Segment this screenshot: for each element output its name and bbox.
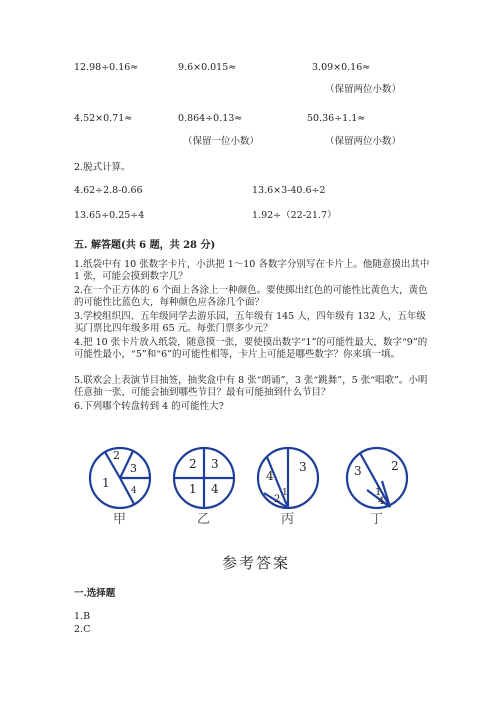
estimate-item: 9.6×0.015≈ [178,62,237,73]
answers-title: 参考答案 [222,554,291,572]
spinner-jia [90,448,150,508]
spinner-ding [347,448,407,508]
spinner-label: 2 [189,457,197,471]
spinner-name: 丁 [370,512,384,527]
step-calc-item: 4.62÷2.8-0.66 [74,185,143,196]
spinner-label: 3 [211,457,219,471]
estimate-item: 3.09×0.16≈ [312,62,371,73]
spinner-label: 1 [282,488,288,498]
spinner-label: 2 [391,459,399,473]
spinner-label: 4 [211,482,219,496]
spinner-label: 4 [131,486,137,496]
spinner-yi [174,448,234,508]
problem-text: 2.在一个正方体的 6 个面上各涂上一种颜色。要使掷出红色的可能性比黄色大，黄色的可能性比蓝色大，每种颜色应各涂几个面？ [74,285,428,308]
problem-text: 6.下列哪个转盘转到 4 的可能性大? [74,401,224,412]
spinner-name: 甲 [113,512,127,527]
answer-item: 2.C [74,624,91,635]
answers-section-heading: 一.选择题 [74,588,116,599]
estimate-item: 4.52×0.71≈ [74,113,133,124]
problem-text: 5.联欢会上表演节目抽签，抽奖盒中有 8 张“朗诵”，3 张“跳舞”，5 张“唱歌”。小明任意抽一张，可能会抽到哪些节目？最有可能抽到什么节目？ [74,375,428,398]
spinner-label: 3 [354,464,362,478]
spinner-label: 2 [274,494,281,505]
problem-text: 4.把 10 张卡片放入纸袋，随意摸一张，要使摸出数字“1”的可能性最大，数字“9”的可能性最小，“5”和“6”的可能性相等，卡片上可能是哪些数字？你来填一填。 [74,337,428,360]
estimate-item: 0.864÷0.13≈ [178,113,243,124]
problem-text: 1.纸袋中有 10 张数字卡片，小洪把 1～10 各数字分别写在卡片上。他随意摸出其中 1 张，可能会摸到数字几？ [74,259,430,282]
step-calc-item: 13.65÷0.25÷4 [74,210,145,221]
answer-item: 1.B [74,611,91,622]
estimate-item: 50.36÷1.1≈ [307,113,366,124]
spinner-label: 2 [113,449,120,462]
section-heading: 五. 解答题(共 6 题，共 28 分) [74,240,216,251]
rounding-note: （保留一位小数） [183,136,260,147]
problem-text: 3.学校组织四、五年级同学去游乐园，五年级有 145 人，四年级有 132 人，五年级买门票比四年级多用 65 元。每张门票多少元？ [74,311,426,334]
step-calc-item: 1.92÷（22-21.7） [252,210,337,221]
spinner-label: 1 [102,476,110,490]
spinner-name: 丙 [281,512,295,527]
spinner-label: 4 [266,469,274,483]
spinners-figure [0,435,500,545]
spinner-label: 3 [130,462,137,475]
rounding-note: （保留两位小数） [325,136,402,147]
spinner-label: 1 [189,482,197,496]
spinner-label: 4 [378,496,385,507]
spinner-label: 1 [375,487,382,498]
rounding-note: （保留两位小数） [325,84,402,95]
step-calc-heading: 2.脱式计算。 [74,162,131,173]
spinner-name: 乙 [197,512,211,527]
spinner-label: 3 [299,460,307,474]
step-calc-item: 13.6×3-40.6÷2 [252,185,326,196]
estimate-item: 12.98÷0.16≈ [74,62,139,73]
